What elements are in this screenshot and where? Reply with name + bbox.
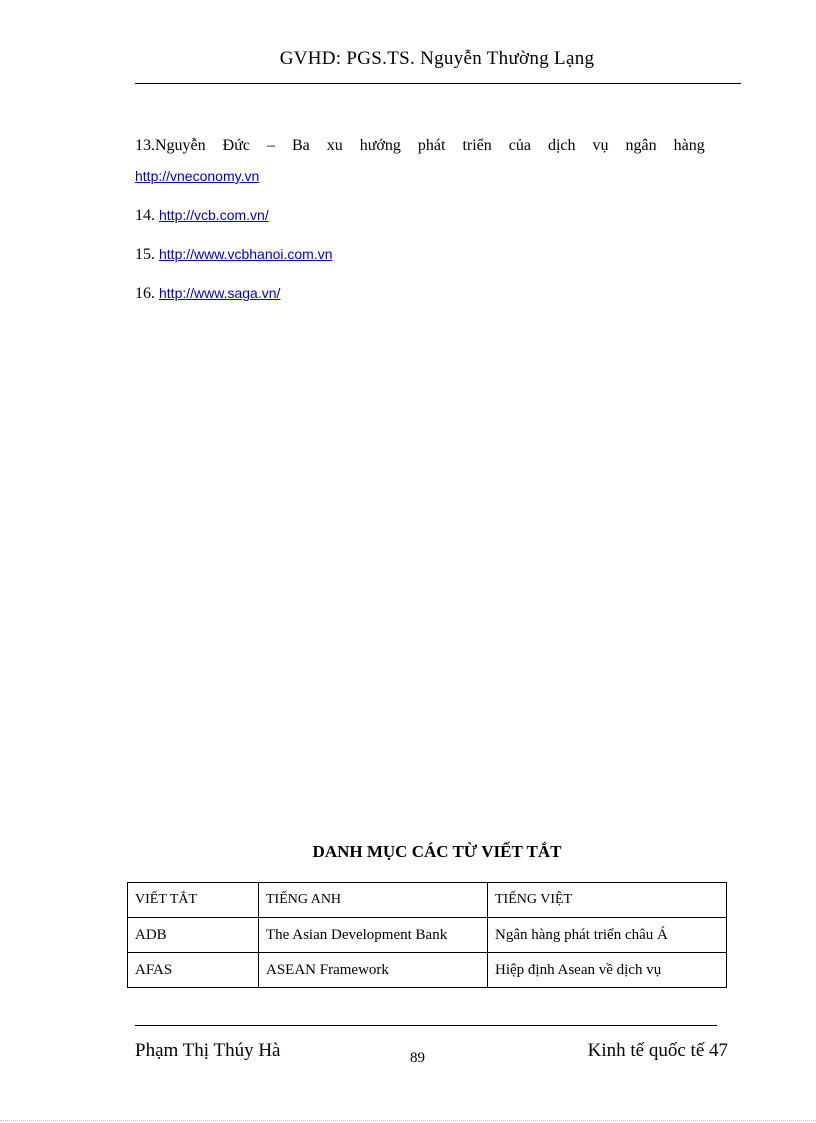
- footer-class: Kinh tế quốc tế 47: [587, 1040, 728, 1061]
- abbreviations-title: DANH MỤC CÁC TỪ VIẾT TẮT: [312, 842, 562, 861]
- reference-text: Nguyễn Đức – Ba xu hướng phát triển của dịch vụ ngân hàng: [155, 137, 705, 154]
- reference-item: [135, 200, 737, 231]
- column-header-vietnamese: TIẾNG VIỆT: [488, 883, 727, 918]
- footer-author: Phạm Thị Thúy Hà: [135, 1040, 281, 1061]
- reference-list: [135, 131, 737, 309]
- header-divider: [135, 83, 741, 84]
- column-header-abbreviation: VIẾT TẮT: [128, 883, 259, 918]
- reference-link[interactable]: http://www.saga.vn/: [159, 285, 281, 301]
- table-header-row: [128, 883, 727, 918]
- page-header-title: GVHD: PGS.TS. Nguyễn Thường Lạng: [279, 48, 595, 69]
- page-number: 89: [410, 1050, 425, 1066]
- table-cell: Ngân hàng phát triển châu Á: [488, 918, 727, 953]
- reference-item: [135, 239, 737, 270]
- reference-number: 15.: [135, 246, 155, 263]
- column-header-english: TIẾNG ANH: [259, 883, 488, 918]
- reference-number: 13.: [135, 137, 155, 154]
- table-cell: AFAS: [128, 953, 259, 988]
- abbreviations-table: [127, 882, 727, 988]
- footer-divider: [135, 1025, 717, 1026]
- table-row: [128, 918, 727, 953]
- reference-link[interactable]: http://www.vcbhanoi.com.vn: [159, 246, 333, 262]
- reference-link[interactable]: http://vneconomy.vn: [135, 168, 260, 184]
- reference-item: [135, 278, 737, 309]
- table-cell: Hiệp định Asean về dịch vụ: [488, 953, 727, 988]
- reference-number: 16.: [135, 285, 155, 302]
- table-cell: ADB: [128, 918, 259, 953]
- table-cell: The Asian Development Bank: [259, 918, 488, 953]
- table-row: [128, 953, 727, 988]
- table-cell: ASEAN Framework: [259, 953, 488, 988]
- reference-link[interactable]: http://vcb.com.vn/: [159, 207, 269, 223]
- page-bottom-divider: [0, 1120, 816, 1121]
- reference-number: 14.: [135, 207, 155, 224]
- reference-item: [135, 131, 737, 192]
